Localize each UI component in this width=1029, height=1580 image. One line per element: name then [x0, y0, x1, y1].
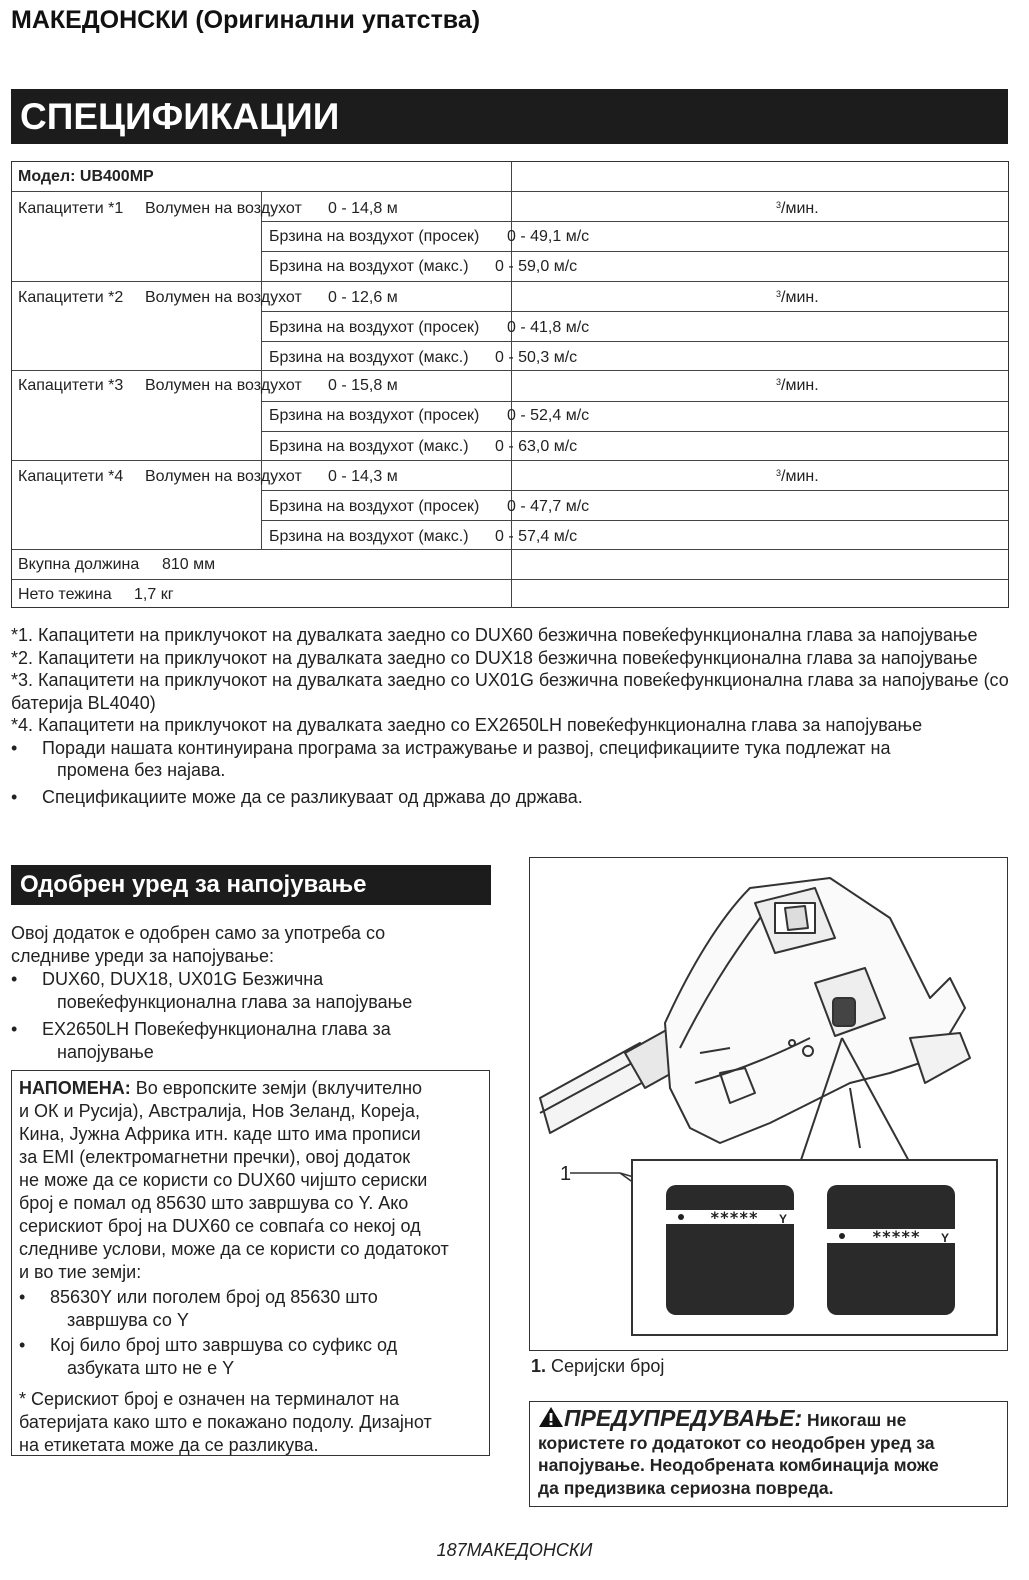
- capacity-1-max-value: 0 - 59,0 м/с: [495, 258, 578, 275]
- capacity-4-volume-value: 0 - 14,3 м: [328, 468, 398, 485]
- spec-footnotes: [11, 624, 1011, 808]
- net-weight-value: 1,7 кг: [134, 586, 174, 603]
- capacity-3-volume-value: 0 - 15,8 м: [328, 377, 398, 394]
- capacity-4-max-label: Брзина на воздухот (макс.): [269, 528, 469, 545]
- capacity-2-max-label: Брзина на воздухот (макс.): [269, 349, 469, 366]
- capacity-3-avg-value: 0 - 52,4 м/с: [507, 407, 590, 424]
- capacity-1-avg-value: 0 - 49,1 м/с: [507, 228, 590, 245]
- warning-line-1: користете го додатокот со неодобрен уред за: [538, 1432, 935, 1453]
- serial-mask-right: *****: [872, 1227, 921, 1246]
- approved-item-1: • DUX60, DUX18, UX01G Безжична повеќефункционална глава за напојување: [11, 969, 413, 1012]
- capacity-3-max-value: 0 - 63,0 м/с: [495, 438, 578, 455]
- callout-number: 1: [560, 1163, 572, 1185]
- capacity-1-volume-value: 0 - 14,8 м: [328, 200, 398, 217]
- capacity-1-max-label: Брзина на воздухот (макс.): [269, 258, 469, 275]
- page-footer: 187МАКЕДОНСКИ: [436, 1540, 593, 1560]
- capacity-2-label: Капацитети *2: [18, 289, 124, 306]
- capacity-1-volume-label: Волумен на воздухот: [145, 200, 302, 217]
- serial-suffix-right: Y: [941, 1231, 950, 1245]
- capacity-3-max-label: Брзина на воздухот (макс.): [269, 438, 469, 455]
- capacity-2-volume-value: 0 - 12,6 м: [328, 289, 398, 306]
- capacity-1-avg-label: Брзина на воздухот (просек): [269, 228, 480, 245]
- note-footer-3: на етикетата може да се разликува.: [19, 1435, 319, 1455]
- spec-bullet-1-line-2: промена без најава.: [57, 760, 226, 780]
- label-plate-right: [827, 1185, 955, 1315]
- total-length-label: Вкупна должина: [18, 556, 140, 573]
- label-plate-left: [666, 1185, 794, 1315]
- capacity-2-avg-value: 0 - 41,8 м/с: [507, 319, 590, 336]
- capacity-2-avg-label: Брзина на воздухот (просек): [269, 319, 480, 336]
- footnote-1: *1. Капацитети на приклучокот на дувалката заедно со DUX60 безжична повеќефункционална глава за напојување: [11, 625, 978, 645]
- approved-intro: [11, 922, 491, 1064]
- warning-icon: [538, 1406, 564, 1428]
- battery-terminal-illustration: [530, 858, 1006, 1349]
- capacity-1-label: Капацитети *1: [18, 200, 124, 217]
- note-label: НАПОМЕНА:: [19, 1078, 131, 1098]
- capacity-4-avg-value: 0 - 47,7 м/с: [507, 498, 590, 515]
- capacity-2-volume-label: Волумен на воздухот: [145, 289, 302, 306]
- capacity-4-volume-unit: $^3$/мин.: [776, 468, 819, 485]
- approved-item-2: • EX2650LH Повеќефункционална глава за напојување: [11, 1019, 391, 1062]
- capacity-1-volume-unit: $^3$/мин.: [776, 200, 819, 217]
- note-box: НАПОМЕНА: Во европските земји (вклучително и ОК и Русија), Австралија, Нов Зеланд, Кореја, Кина, Јужна Африка итн. каде што има прописи за EMI (електромагнетни пречки), овој додаток не може да се користи со DUX60 чијшто сериски број е помал од 85630 што завршува со Y. Ако серискиот број на DUX60 се совпаѓа со некој од следниве услови, може да се користи со додатокот и во тие земји: • 85630Y или поголем број од 85630 што завршува со Y • Кој било број што завршува со суфикс од азбуката што не е Y * Серискиот број е означен на терминалот на батеријата како што е покажано подолу. Дизајнот на етикетата може да се разликува.: [11, 1070, 490, 1456]
- footnote-2: *2. Капацитети на приклучокот на дувалката заедно со DUX18 безжична повеќефункционална глава за напојување: [11, 647, 978, 668]
- spec-bullet-2-text: Спецификациите може да се разликуваат од држава до држава.: [42, 786, 583, 807]
- serial-suffix-left: Y: [779, 1212, 788, 1226]
- approved-intro-line-1: Овој додаток е одобрен само за употреба со: [11, 923, 386, 943]
- capacity-3-avg-label: Брзина на воздухот (просек): [269, 407, 480, 424]
- capacity-3-volume-label: Волумен на воздухот: [145, 377, 302, 394]
- warning-line-2: напојување. Неодобрената комбинација може: [538, 1455, 939, 1475]
- spec-bullet-2: • Спецификациите може да се разликуваат од држава до држава.: [11, 786, 583, 807]
- capacity-2-max-value: 0 - 50,3 м/с: [495, 349, 578, 366]
- capacity-4-avg-label: Брзина на воздухот (просек): [269, 498, 480, 515]
- net-weight-label: Нето тежина: [18, 586, 112, 603]
- footnote-3: *3. Капацитети на приклучокот на дувалката заедно со UX01G безжична повеќефункционална глава за напојување (со батерија BL4040): [11, 670, 1009, 713]
- capacity-3-label: Капацитети *3: [18, 377, 124, 394]
- specifications-table: [11, 161, 1009, 608]
- capacity-3-volume-unit: $^3$/мин.: [776, 377, 819, 394]
- capacity-4-label: Капацитети *4: [18, 468, 124, 485]
- spec-bullet-1-line-1: Поради нашата континуирана програма за истражување и развој, спецификациите тука подлежат на: [42, 737, 891, 758]
- note-text-1: Во европските земји (вклучително: [135, 1078, 423, 1098]
- note-condition-1: • 85630Y или поголем број од 85630 што завршува со Y: [19, 1287, 378, 1330]
- warning-lead: Никогаш не: [807, 1410, 907, 1430]
- warning-heading: ПРЕДУПРЕДУВАЊЕ:: [564, 1405, 803, 1431]
- approved-device-heading: Одобрен уред за напојување: [11, 865, 491, 905]
- note-condition-2: • Кој било број што завршува со суфикс од азбуката што не е Y: [19, 1335, 398, 1378]
- total-length-value: 810 мм: [162, 556, 216, 573]
- specifications-heading: СПЕЦИФИКАЦИИ: [11, 89, 1008, 144]
- approved-intro-line-2: следниве уреди за напојување:: [11, 946, 274, 966]
- model-label: Модел: UB400MP: [18, 168, 154, 185]
- warning-box: [529, 1401, 1008, 1507]
- serial-mask-left: *****: [710, 1208, 759, 1227]
- capacity-4-volume-label: Волумен на воздухот: [145, 468, 302, 485]
- footnote-4: *4. Капацитети на приклучокот на дувалката заедно со EX2650LH повеќефункционална глава за напојување: [11, 715, 923, 735]
- page-language-title: МАКЕДОНСКИ (Оригинални упатства): [11, 6, 481, 34]
- capacity-2-volume-unit: $^3$/мин.: [776, 289, 819, 306]
- capacity-4-max-value: 0 - 57,4 м/с: [495, 528, 578, 545]
- figure-caption: 1. Серијски број: [531, 1356, 665, 1376]
- note-footer-1: * Серискиот број е означен на терминалот на: [19, 1389, 400, 1409]
- note-footer-2: батеријата како што е покажано подолу. Дизајнот: [19, 1412, 432, 1432]
- spec-bullet-1: • Поради нашата континуирана програма за истражување и развој, спецификациите тука подлежат на промена без најава.: [11, 737, 891, 780]
- serial-number-figure: [529, 857, 1008, 1351]
- warning-line-3: да предизвика сериозна повреда.: [538, 1477, 834, 1498]
